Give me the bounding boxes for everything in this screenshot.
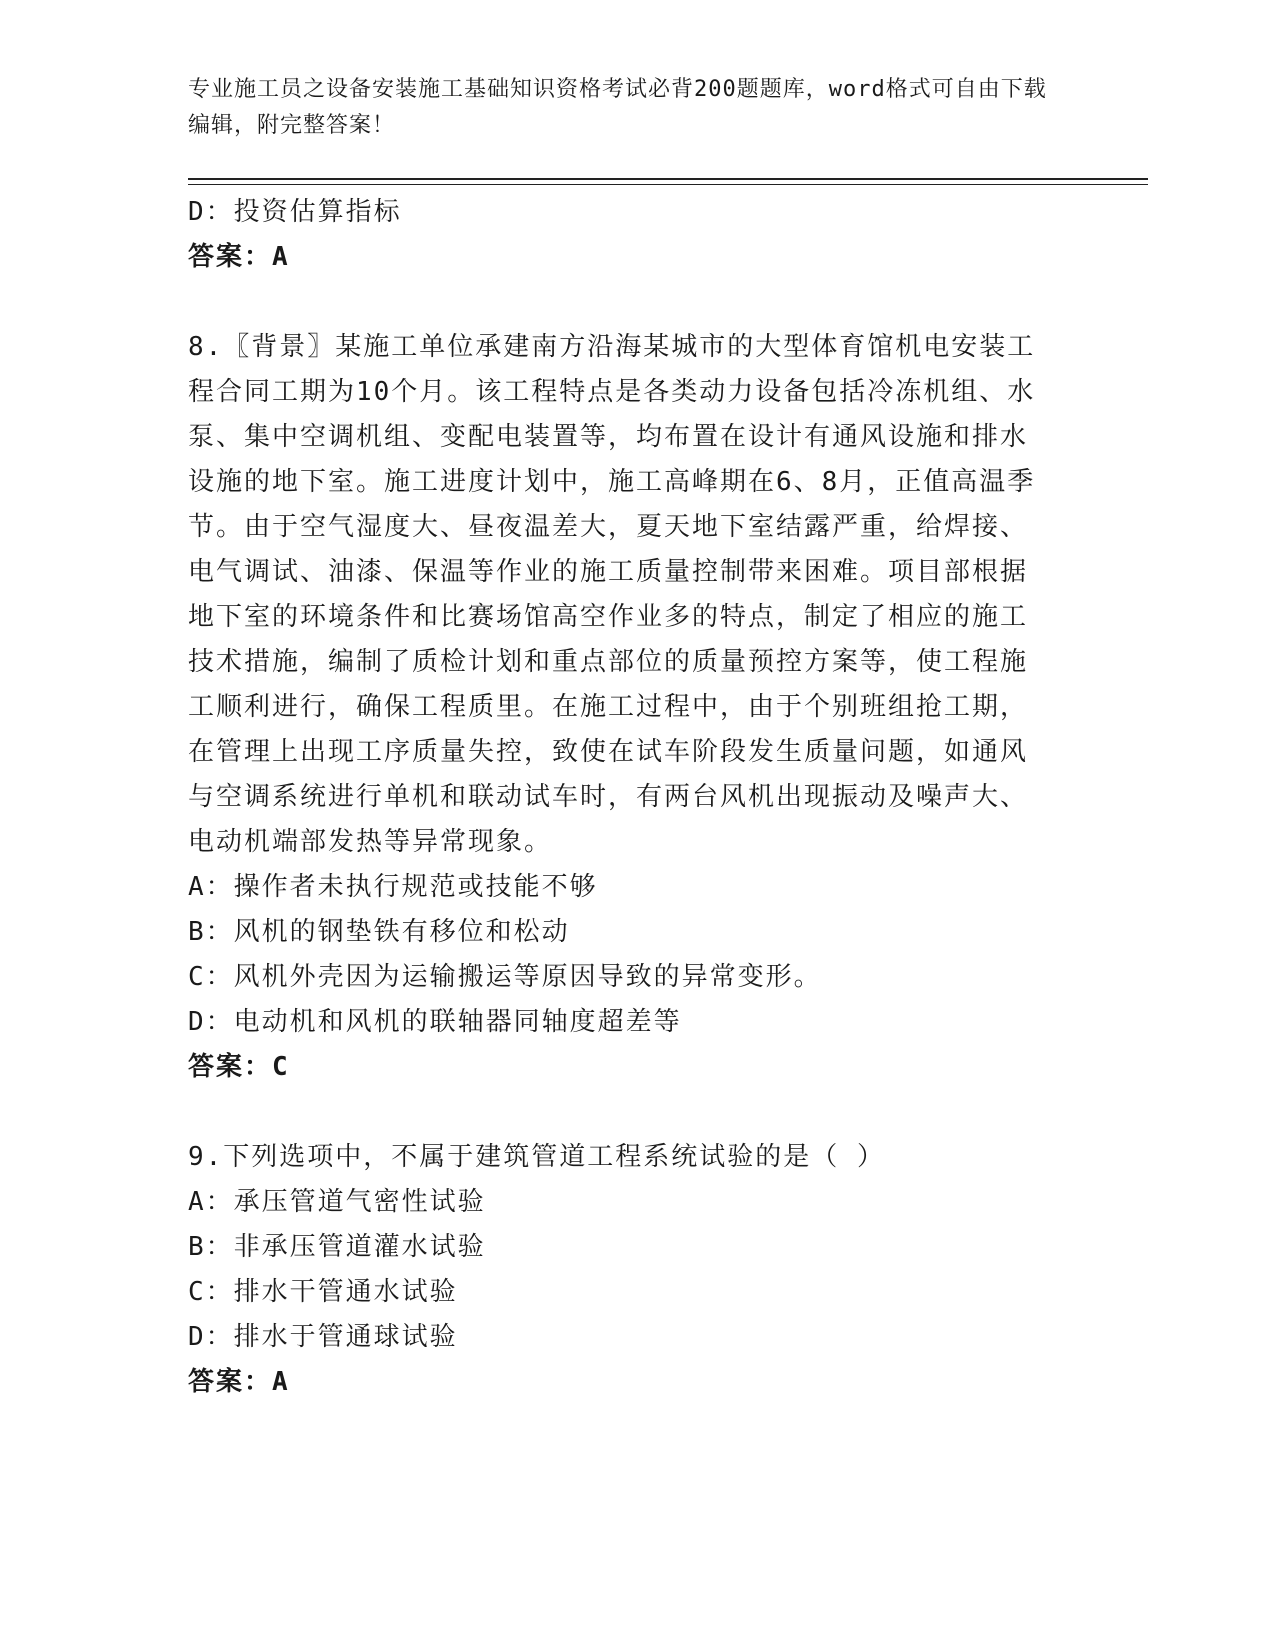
answer: 答案：A [188,1367,290,1397]
question-stem: 9.下列选项中，不属于建筑管道工程系统试验的是（ ） [188,1142,885,1172]
option-b: B：非承压管道灌水试验 [188,1232,486,1262]
answer: 答案：A [188,242,290,272]
option-c: C：风机外壳因为运输搬运等原因导致的异常变形。 [188,962,822,992]
option-a: A：承压管道气密性试验 [188,1187,486,1217]
option-b: B：风机的钢垫铁有移位和松动 [188,917,570,947]
option-a: A：操作者未执行规范或技能不够 [188,872,598,902]
question-stem-line: 技术措施，编制了质检计划和重点部位的质量预控方案等，使工程施 [188,647,1029,677]
question-stem-line: 工顺利进行，确保工程质里。在施工过程中，由于个别班组抢工期， [188,692,1029,722]
spacer [188,280,1088,325]
document-body [188,190,1088,1405]
question-stem-line: 电动机端部发热等异常现象。 [188,827,553,857]
question-stem-line: 在管理上出现工序质量失控，致使在试车阶段发生质量问题，如通风 [188,737,1029,767]
question-stem-line: 程合同工期为10个月。该工程特点是各类动力设备包括冷冻机组、水 [188,377,1036,407]
spacer [188,1090,1088,1135]
answer: 答案：C [188,1052,290,1082]
option-c: C：排水干管通水试验 [188,1277,458,1307]
question-stem-line: 地下室的环境条件和比赛场馆高空作业多的特点，制定了相应的施工 [188,602,1029,632]
option-d: D：排水于管通球试验 [188,1322,458,1352]
page-header: 专业施工员之设备安装施工基础知识资格考试必背200题题库，word格式可自由下载编辑，附完整答案！ [188,77,1047,138]
option-d: D：投资估算指标 [188,197,402,227]
question-stem-line: 8.〖背景〗某施工单位承建南方沿海某城市的大型体育馆机电安装工 [188,332,1036,362]
header-divider-thin [188,184,1148,185]
question-stem-line: 节。由于空气湿度大、昼夜温差大，夏天地下室结露严重，给焊接、 [188,512,1029,542]
question-stem-line: 泵、集中空调机组、变配电装置等，均布置在设计有通风设施和排水 [188,422,1029,452]
question-stem-line: 与空调系统进行单机和联动试车时，有两台风机出现振动及噪声大、 [188,782,1029,812]
question-stem-line: 电气调试、油漆、保温等作业的施工质量控制带来困难。项目部根据 [188,557,1029,587]
option-d: D：电动机和风机的联轴器同轴度超差等 [188,1007,682,1037]
question-8 [188,325,1088,1090]
question-stem-line: 设施的地下室。施工进度计划中，施工高峰期在6、8月，正值高温季 [188,467,1036,497]
question-9 [188,1135,1088,1405]
header-divider [188,178,1148,180]
